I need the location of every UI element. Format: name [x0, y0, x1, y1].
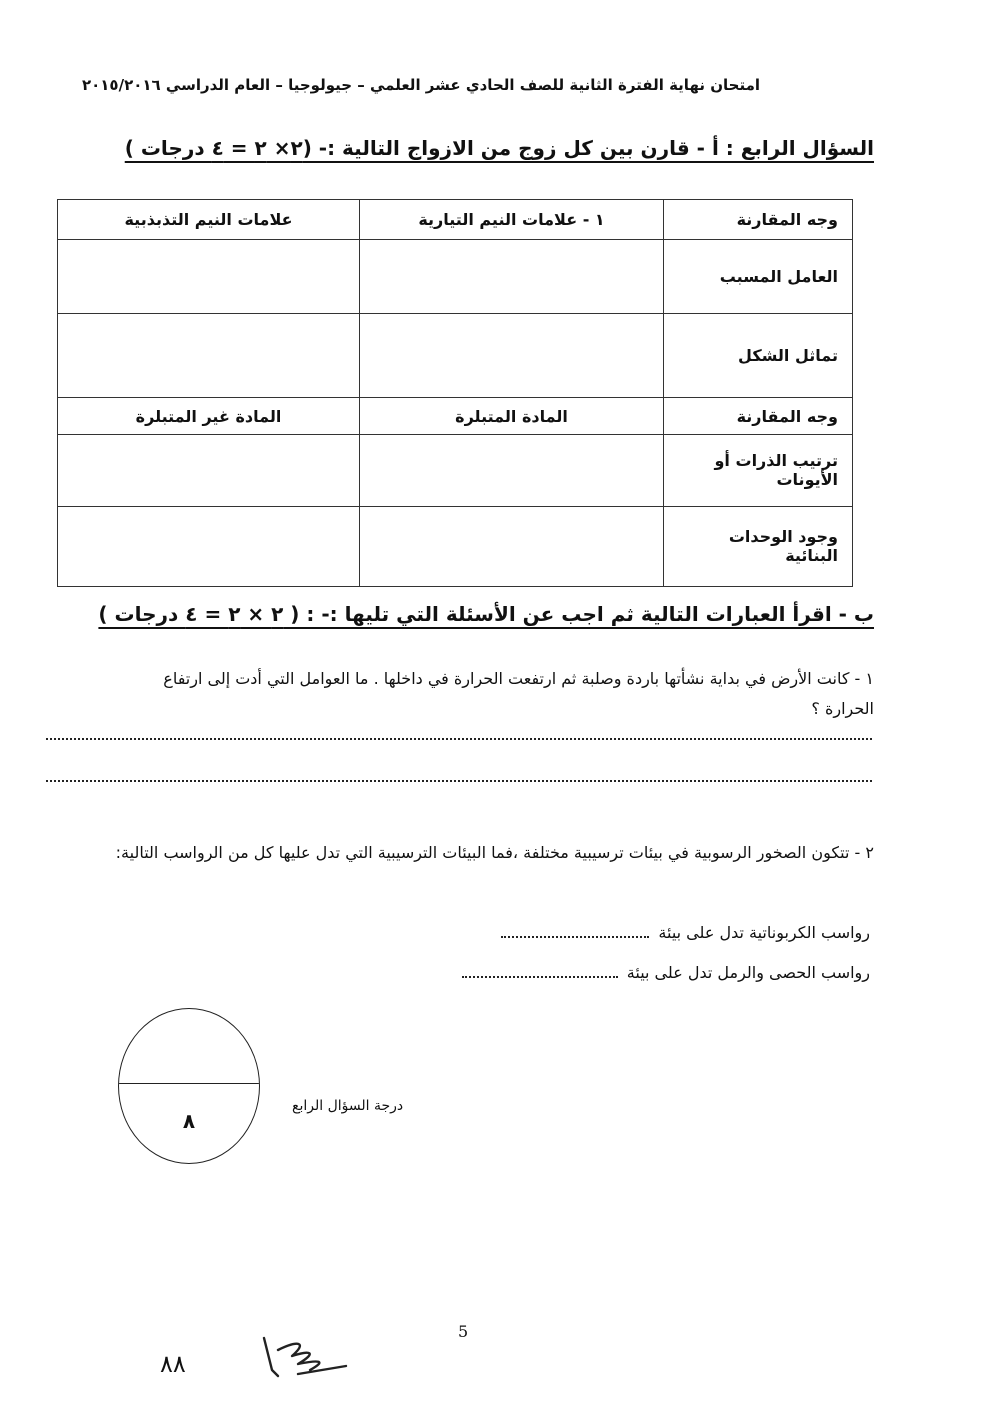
answer-cell[interactable] — [360, 314, 664, 398]
gravel-answer-blank[interactable] — [462, 962, 618, 978]
carbonate-answer-blank[interactable] — [501, 922, 649, 938]
answer-cell[interactable] — [58, 434, 360, 506]
question-b-title: ب - اقرأ العبارات التالية ثم اجب عن الأسئلة التي تليها :- : ( ٢ × ٢ = ٤ درجات ) — [98, 602, 874, 626]
handwritten-mark: ٨٨ — [160, 1350, 186, 1378]
gravel-prompt: رواسب الحصى والرمل تدل على بيئة — [626, 963, 870, 982]
table-header-cell: وجه المقارنة — [664, 200, 853, 240]
question-a-title: السؤال الرابع : أ - قارن بين كل زوج من الازواج التالية :- (٢× ٢ = ٤ درجات ) — [124, 136, 874, 160]
score-circle — [118, 1008, 260, 1164]
table-header-cell: علامات النيم التذبذبية — [58, 200, 360, 240]
table-row — [58, 240, 853, 314]
table-header-row — [58, 398, 853, 434]
signature-icon — [258, 1330, 358, 1386]
gravel-answer-row — [462, 962, 870, 982]
table-header-cell: ١ - علامات النيم التيارية — [360, 200, 664, 240]
table-row — [58, 434, 853, 506]
row-label: تماثل الشكل — [664, 314, 853, 398]
table-header-cell: المادة المتبلرة — [360, 398, 664, 434]
answer-cell[interactable] — [360, 434, 664, 506]
answer-cell[interactable] — [58, 240, 360, 314]
page-number: 5 — [458, 1322, 469, 1341]
score-divider — [119, 1083, 259, 1084]
row-label: ترتيب الذرات أو الأيونات — [664, 434, 853, 506]
answer-cell[interactable] — [58, 314, 360, 398]
table-header-row — [58, 200, 853, 240]
carbonate-answer-row — [501, 922, 870, 942]
answer-line-2[interactable] — [46, 780, 872, 782]
carbonate-prompt: رواسب الكربوناتية تدل على بيئة — [658, 923, 870, 942]
score-max: ٨ — [182, 1109, 196, 1133]
answer-cell[interactable] — [360, 506, 664, 586]
table-header-cell: وجه المقارنة — [664, 398, 853, 434]
table-header-cell: المادة غير المتبلرة — [58, 398, 360, 434]
score-label: درجة السؤال الرابع — [292, 1098, 404, 1114]
question-b1-text: ١ - كانت الأرض في بداية نشأتها باردة وصلبة ثم ارتفعت الحرارة في داخلها . ما العوامل التي أدت إلى ارتفاع الحرارة ؟ — [163, 669, 874, 718]
answer-cell[interactable] — [58, 506, 360, 586]
question-b2-text: ٢ - تتكون الصخور الرسوبية في بيئات ترسيبية مختلفة ،فما البيئات الترسيبية التي تدل عليها كل من الرواسب التالية: — [115, 843, 874, 862]
row-label: وجود الوحدات البنائية — [664, 506, 853, 586]
row-label: العامل المسبب — [664, 240, 853, 314]
answer-cell[interactable] — [360, 240, 664, 314]
table-row — [58, 506, 853, 586]
comparison-table — [57, 199, 853, 587]
exam-header: امتحان نهاية الفترة الثانية للصف الحادي عشر العلمي – جيولوجيا – العام الدراسي ٢٠١٥/٢٠١٦ — [81, 76, 760, 94]
answer-line-1[interactable] — [46, 738, 872, 740]
table-row — [58, 314, 853, 398]
